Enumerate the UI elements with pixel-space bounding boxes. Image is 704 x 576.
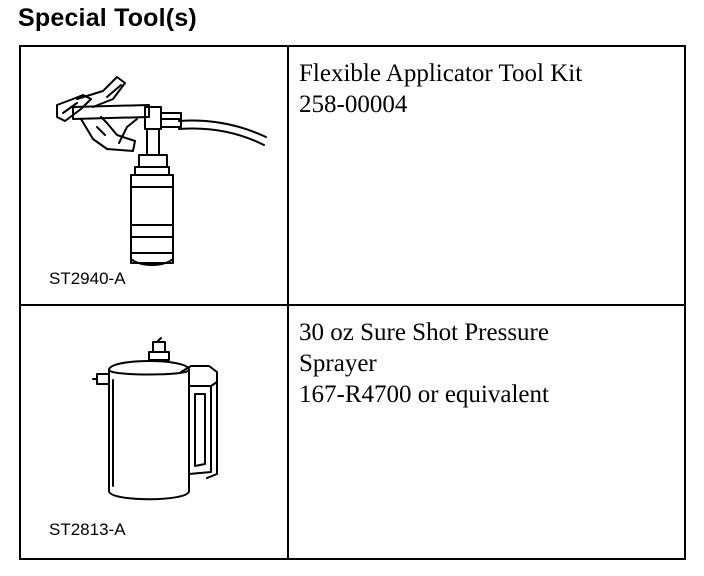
tool-description <box>299 317 684 410</box>
table-row <box>20 46 685 305</box>
tool-illustration-cell <box>20 305 288 559</box>
part-number: 258-00004 <box>299 91 408 118</box>
part-number: 167-R4700 or equivalent <box>299 381 549 408</box>
section-heading: Special Tool(s) <box>18 4 197 32</box>
tool-description-cell <box>288 305 685 559</box>
illustration-code: ST2940-A <box>49 269 126 288</box>
tool-description <box>299 58 684 120</box>
illustration-code: ST2813-A <box>49 520 126 539</box>
description-line: Sprayer <box>299 350 377 377</box>
applicator-gun-illustration <box>21 47 287 305</box>
table-row <box>20 305 685 559</box>
tool-description-cell <box>288 46 685 305</box>
special-tools-table <box>19 45 686 560</box>
description-line: 30 oz Sure Shot Pressure <box>299 319 549 346</box>
description-line: Flexible Applicator Tool Kit <box>299 60 583 87</box>
tool-illustration-cell <box>20 46 288 305</box>
